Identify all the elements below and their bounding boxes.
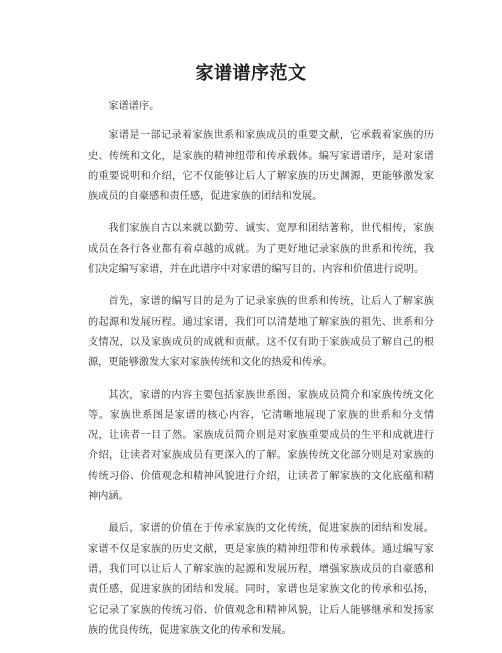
document-title: 家谱谱序范文 [195, 63, 307, 84]
paragraph-5: 最后，家谱的价值在于传承家族的文化传统，促进家族的团结和发展。家谱不仅是家族的历史文献，更是家族的精神纽带和传承载体。通过编写家谱，我们可以让后人了解家族的起源和发展历程，增强家族成员的自豪感和责任感，促进家族的团结和发展。同时，家谱也是家族文化的传承和弘扬，它记录了家族的传统习俗、价值观念和精神风貌，让后人能够继承和发扬家族的优良传统，促进家族文化的传承和发展。 [88, 523, 434, 636]
paragraph-4: 其次，家谱的内容主要包括家族世系图、家族成员简介和家族传统文化等。家族世系图是家谱的核心内容，它清晰地展现了家族的世系和分支情况，让读者一目了然。家族成员简介则是对家族重要成员的生平和成就进行介绍，让读者对家族成员有更深入的了解。家族传统文化部分则是对家族的传统习俗、价值观念和精神风貌进行介绍，让读者了解家族的文化底蕴和精神内涵。 [88, 389, 434, 503]
paragraph-heading: 家谱谱序。 [108, 101, 160, 112]
document-body [88, 97, 434, 653]
paragraph-2: 我们家族自古以来就以勤劳、诚实、宽厚和团结著称，世代相传，家族成员在各行各业都有着卓越的成就。为了更好地记录家族的世系和传统，我们决定编写家谱，并在此谱序中对家谱的编写目的、内容和价值进行说明。 [88, 223, 434, 276]
paragraph-1: 家谱是一部记录着家族世系和家族成员的重要文献，它承载着家族的历史、传统和文化，是家族的精神纽带和传承载体。编写家谱谱序，是对家谱的重要说明和介绍，它不仅能够让后人了解家族的历史渊源，更能够激发家族成员的自豪感和责任感，促进家族的团结和发展。 [88, 130, 434, 203]
paragraph-3: 首先，家谱的编写目的是为了记录家族的世系和传统，让后人了解家族的起源和发展历程。通过家谱，我们可以清楚地了解家族的祖先、世系和分支情况，以及家族成员的成就和贡献。这不仅有助于家族成员了解自己的根源，更能够激发大家对家族传统和文化的热爱和传承。 [88, 296, 434, 369]
